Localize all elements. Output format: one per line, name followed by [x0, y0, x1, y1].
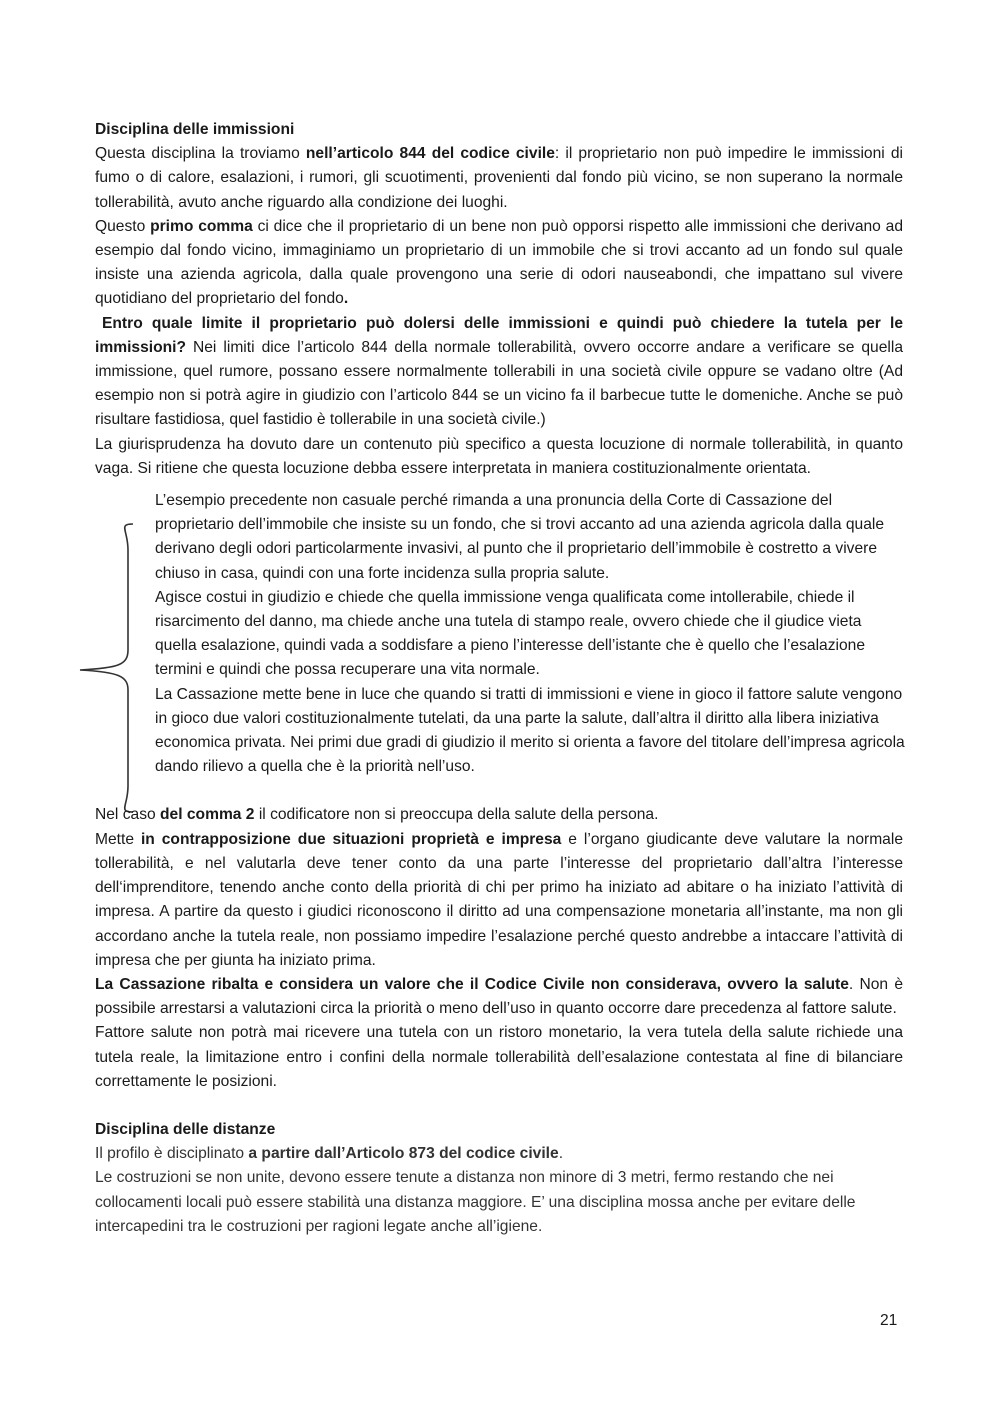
- paragraph: La Cassazione ribalta e considera un valore che il Codice Civile non considerava, ovvero la salute. Non è possibile arrestarsi a valutazioni circa la priorità o meno dell’uso in quanto occorre dare precedenza al fattore salute.: [95, 975, 903, 1018]
- page-number: 21: [880, 1312, 898, 1329]
- section-heading-immissioni: Disciplina delle immissioni: [95, 121, 295, 138]
- paragraph: Questa disciplina la troviamo nell’articolo 844 del codice civile: il proprietario non può impedire le immissioni di fumo o di calore, esalazioni, i rumori, gli scuotimenti, provenienti dal fondo più vicino, se non superano la normale tollerabilità, avuto anche riguardo alla condizione dei luoghi.: [95, 145, 903, 211]
- note-paragraph: L’esempio precedente non casuale perché rimanda a una pronuncia della Corte di Cassazione del proprietario dell’immobile che insiste su un fondo, che si trovi accanto ad una azienda agricola dalla quale derivano degli odori particolarmente invasivi, al punto che il proprietario dell’immobile è costretto a vivere chiuso in casa, quindi con una forte incidenza sulla propria salute.: [155, 492, 885, 582]
- paragraph: Mette in contrapposizione due situazioni proprietà e impresa e l’organo giudicante deve valutare la normale tollerabilità, e nel valutarla deve tener conto da una parte l’interesse del proprietario dall’altra l’interesse dell‘imprenditore, tenendo anche conto della priorità di chi per primo ha iniziato ad abitare o ha iniziato l’attività di impresa. A partire da questo i giudici riconoscono il diritto ad una compensazione monetaria all’instante, ma non gli accordano anche la tutela reale, non possiamo impedire l’esalazione perché questo andrebbe a intaccare l’attività di impresa che per giunta ha iniziato prima.: [95, 830, 903, 969]
- bracketed-note: [155, 489, 905, 779]
- note-paragraph: Agisce costui in giudizio e chiede che quella immissione venga qualificata come intollerabile, chiede il risarcimento del danno, ma chiede anche una tutela di stampo reale, ovvero chiede che il giudice vieta quella esalazione, quindi vada a soddisfare a pieno l’interesse dell’istante che è quello che l’esalazione termini e quindi che possa recuperare una vita normale.: [155, 588, 865, 679]
- section-heading-distanze: Disciplina delle distanze: [95, 1120, 276, 1138]
- document-page: [95, 118, 903, 1239]
- paragraph: Questo primo comma ci dice che il proprietario di un bene non può opporsi rispetto alle immissioni che derivano ad esempio dal fondo vicino, immaginiamo un proprietario di un immobile che si trovi accanto ad un fondo sul quale insiste una azienda agricola, dalla quale provengono una serie di odori nauseabondi, che impattano sul vivere quotidiano del proprietario del fondo.: [95, 217, 903, 308]
- paragraph: Il profilo è disciplinato a partire dall’Articolo 873 del codice civile.: [95, 1145, 564, 1163]
- paragraph: Fattore salute non potrà mai ricevere una tutela con un ristoro monetario, la vera tutela della salute richiede una tutela reale, la limitazione entro i confini della normale tollerabilità dell’esalazione contestata al fine di bilanciare correttamente le posizioni.: [95, 1024, 903, 1090]
- paragraph: La giurisprudenza ha dovuto dare un contenuto più specifico a questa locuzione di normale tollerabilità, in quanto vaga. Si ritiene che questa locuzione debba essere interpretata in maniera costituzionalmente orientata.: [95, 435, 903, 477]
- note-paragraph: La Cassazione mette bene in luce che quando si tratti di immissioni e viene in gioco il fattore salute vengono in gioco due valori costituzionalmente tutelati, da una parte la salute, dall’altra il diritto alla libera iniziativa economica privata. Nei primi due gradi di giudizio il merito si orienta a favore del titolare dell’impresa agricola dando rilievo a quella che è la priorità nell’uso.: [155, 685, 905, 776]
- paragraph: Nel caso del comma 2 il codificatore non si preoccupa della salute della persona.: [95, 806, 659, 824]
- paragraph: Entro quale limite il proprietario può dolersi delle immissioni e quindi può chiedere la tutela per le immissioni? Nei limiti dice l’articolo 844 della normale tollerabilità, ovvero occorre andare a verificare se quella immissione, quel rumore, possano essere normalmente tollerabili in una società civile oppure se vadano oltre (Ad esempio non si potrà agire in giudizio con l’articolo 844 se un vicino fa il barbecue tutte le domeniche. Anche se può risultare fastidiosa, quel fastidio è tollerabile in una società civile.): [95, 314, 903, 429]
- paragraph: Le costruzioni se non unite, devono essere tenute a distanza non minore di 3 metri, fermo restando che nei collocamenti locali può essere stabilità una distanza maggiore. E’ una disciplina mossa anche per evitare delle intercapedini tra le costruzioni per ragioni legate anche all’igiene.: [95, 1169, 856, 1235]
